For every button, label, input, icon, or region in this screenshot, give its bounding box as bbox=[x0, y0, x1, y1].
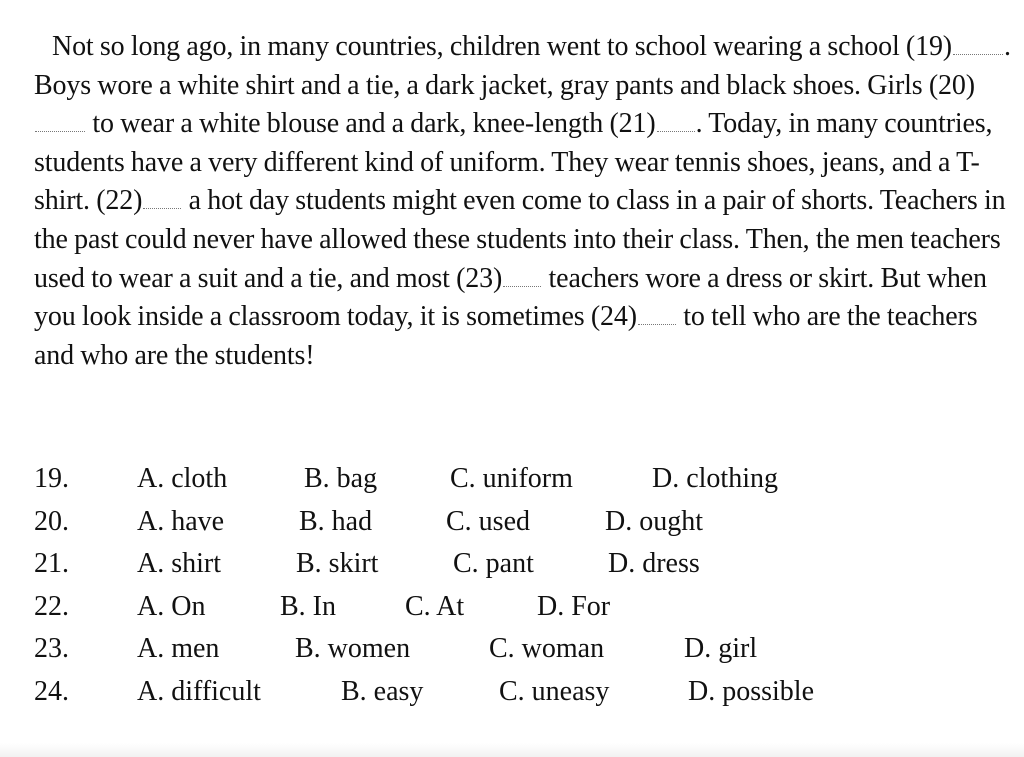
question-number: 23. bbox=[34, 633, 69, 664]
question-number: 20. bbox=[34, 505, 69, 537]
option-a: A. On bbox=[137, 590, 206, 622]
option-d: D. girl bbox=[684, 633, 758, 664]
option-c: C. uneasy bbox=[499, 675, 610, 707]
option-d: D. possible bbox=[688, 675, 814, 707]
option-b: B. In bbox=[280, 590, 336, 622]
question-number: 22. bbox=[34, 590, 69, 622]
option-a: A. shirt bbox=[137, 548, 221, 579]
option-b: B. bag bbox=[304, 463, 378, 494]
option-d: D. dress bbox=[608, 548, 700, 579]
question-number: 19. bbox=[34, 463, 69, 494]
option-d: D. ought bbox=[605, 505, 703, 537]
question-number: 24. bbox=[34, 675, 69, 707]
passage-text-2: . Boys wore a white shirt and a tie, a dark jacket, gray pants and black shoes. Girls (20) bbox=[34, 31, 1011, 101]
option-b: B. had bbox=[299, 505, 373, 537]
passage-text-5: a hot day students might even come to class in a pair of shorts. Teachers in the past could never have allowed these students into their class. Then, the men teachers used to wear a suit and a tie, and most (23) bbox=[34, 185, 1006, 294]
passage-text-7: to tell who are the teachers and who are the students! bbox=[34, 301, 978, 371]
passage-text-6: teachers wore a dress or skirt. But when you look inside a classroom today, it is sometimes (24) bbox=[34, 262, 987, 333]
passage-text-3: to wear a white blouse and a dark, knee-length (21) bbox=[92, 108, 656, 140]
passage-text-1: Not so long ago, in many countries, children went to school wearing a school (19) bbox=[52, 31, 952, 62]
question-number: 21. bbox=[34, 548, 69, 579]
blank-19 bbox=[953, 34, 1003, 55]
blank-23 bbox=[503, 266, 541, 287]
option-c: C. uniform bbox=[450, 463, 573, 494]
option-b: B. women bbox=[295, 633, 411, 664]
option-c: C. woman bbox=[489, 633, 605, 664]
option-d: D. For bbox=[537, 590, 611, 622]
option-a: A. have bbox=[137, 505, 225, 537]
option-c: C. used bbox=[446, 505, 530, 537]
blank-21 bbox=[657, 111, 695, 132]
option-c: C. pant bbox=[453, 548, 534, 579]
option-a: A. difficult bbox=[137, 675, 261, 707]
option-d: D. clothing bbox=[652, 463, 778, 494]
blank-20 bbox=[35, 111, 85, 132]
reading-passage bbox=[34, 28, 1019, 375]
option-b: B. easy bbox=[341, 675, 424, 707]
option-b: B. skirt bbox=[296, 548, 379, 579]
page-bottom-edge bbox=[0, 743, 1024, 757]
blank-24 bbox=[638, 304, 676, 325]
passage-text-4: . Today, in many countries, students have a very different kind of uniform. They wear tennis shoes, jeans, and a T-shirt. (22) bbox=[34, 108, 993, 217]
option-a: A. men bbox=[137, 633, 220, 664]
option-a: A. cloth bbox=[137, 463, 228, 494]
option-c: C. At bbox=[405, 590, 465, 622]
blank-22 bbox=[143, 188, 181, 209]
